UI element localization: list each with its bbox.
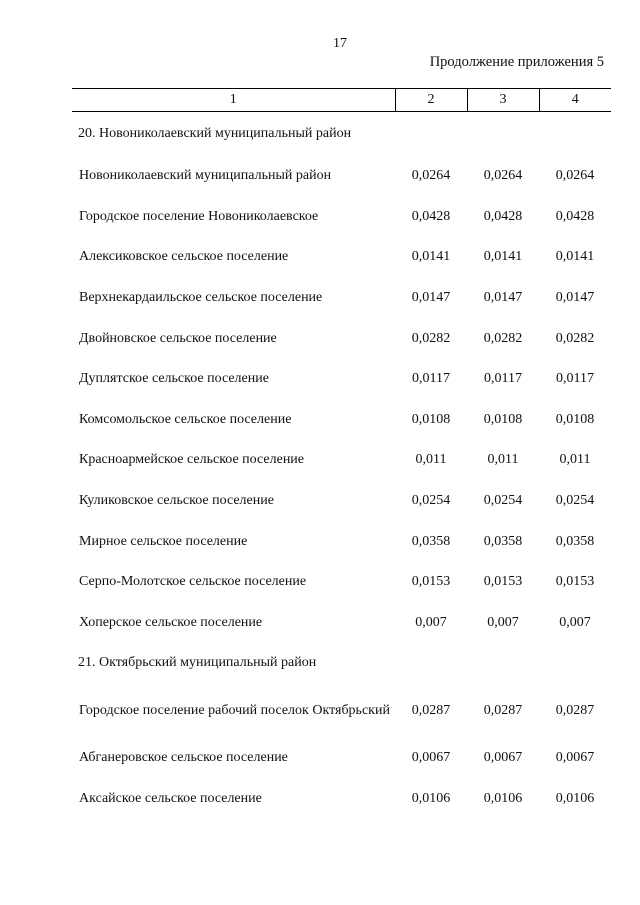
- row-name: Хоперское сельское поселение: [79, 614, 263, 630]
- row-value-4: 0,0254: [555, 493, 595, 509]
- row-value-3: 0,011: [487, 452, 519, 468]
- row-value-2: 0,0067: [411, 750, 451, 766]
- row-value-3: 0,0358: [483, 533, 523, 549]
- column-header: 4: [539, 89, 611, 112]
- row-value-4: 0,0117: [556, 371, 594, 387]
- row-value-4: 0,0147: [555, 290, 595, 306]
- table-row: [72, 562, 611, 603]
- row-value-2: 0,0358: [411, 533, 451, 549]
- table-row: [72, 481, 611, 522]
- table-row: [72, 684, 611, 738]
- row-value-4: 0,007: [559, 614, 591, 630]
- table-row: [72, 440, 611, 481]
- table-row: [72, 603, 611, 644]
- row-name: Серпо-Молотское сельское поселение: [79, 574, 307, 590]
- row-value-3: 0,0264: [483, 168, 523, 184]
- row-name: Дуплятское сельское поселение: [79, 371, 269, 387]
- data-table: [72, 88, 611, 819]
- row-value-3: 0,0254: [483, 493, 523, 509]
- row-name: Красноармейское сельское поселение: [79, 452, 305, 468]
- row-name: Двойновское сельское поселение: [79, 330, 277, 346]
- row-name: Куликовское сельское поселение: [79, 493, 274, 509]
- section-row: [72, 643, 611, 684]
- row-value-3: 0,0117: [484, 371, 522, 387]
- row-name: Аксайское сельское поселение: [79, 790, 262, 806]
- row-value-3: 0,007: [487, 614, 519, 630]
- row-value-2: 0,0264: [411, 168, 451, 184]
- row-value-3: 0,0147: [483, 290, 523, 306]
- table-row: [72, 359, 611, 400]
- column-header: 3: [467, 89, 539, 112]
- table-row: [72, 318, 611, 359]
- row-name: Мирное сельское поселение: [79, 533, 248, 549]
- row-value-2: 0,0428: [411, 208, 451, 224]
- row-value-2: 0,0117: [412, 371, 450, 387]
- row-value-3: 0,0141: [483, 249, 523, 265]
- row-value-3: 0,0428: [483, 208, 523, 224]
- section-title: 20. Новониколаевский муниципальный район: [78, 126, 352, 141]
- table-row: [72, 278, 611, 319]
- row-value-3: 0,0108: [483, 411, 523, 427]
- row-value-4: 0,0108: [555, 411, 595, 427]
- row-name: Алексиковское сельское поселение: [79, 249, 289, 265]
- page-number: 17: [333, 36, 347, 51]
- row-value-2: 0,0108: [411, 411, 451, 427]
- row-value-4: 0,0264: [555, 168, 595, 184]
- table-row: [72, 237, 611, 278]
- section-title: 21. Октябрьский муниципальный район: [78, 655, 317, 671]
- continuation-caption: Продолжение приложения 5: [429, 54, 604, 70]
- row-name: Городское поселение рабочий поселок Октябрьский: [79, 702, 390, 718]
- table-row: [72, 400, 611, 441]
- row-value-2: 0,0282: [411, 330, 451, 346]
- row-name: Новониколаевский муниципальный район: [79, 168, 332, 184]
- column-header: 2: [395, 89, 467, 112]
- row-name: Комсомольское сельское поселение: [79, 411, 292, 427]
- row-name: Абганеровское сельское поселение: [79, 750, 288, 766]
- row-value-2: 0,0147: [411, 290, 451, 306]
- row-value-4: 0,0067: [555, 750, 595, 766]
- table-row: [72, 156, 611, 197]
- row-value-2: 0,007: [415, 614, 447, 630]
- row-value-4: 0,0287: [555, 702, 595, 718]
- row-value-4: 0,0282: [555, 330, 595, 346]
- row-value-3: 0,0153: [483, 574, 523, 590]
- table-header-row: [72, 89, 611, 112]
- row-value-2: 0,0153: [411, 574, 451, 590]
- row-value-4: 0,0358: [555, 533, 595, 549]
- row-value-3: 0,0067: [483, 750, 523, 766]
- row-value-4: 0,0106: [555, 790, 595, 806]
- row-value-4: 0,0428: [555, 208, 595, 224]
- row-value-2: 0,0287: [411, 702, 451, 718]
- row-name: Городское поселение Новониколаевское: [79, 208, 319, 224]
- row-name: Верхнекардаильское сельское поселение: [79, 290, 323, 306]
- row-value-3: 0,0106: [483, 790, 523, 806]
- row-value-4: 0,011: [559, 452, 591, 468]
- table-row: [72, 197, 611, 238]
- table-row: [72, 738, 611, 779]
- row-value-2: 0,011: [415, 452, 447, 468]
- row-value-2: 0,0141: [411, 249, 451, 265]
- table-row: [72, 521, 611, 562]
- row-value-4: 0,0141: [555, 249, 595, 265]
- table-row: [72, 778, 611, 819]
- column-header: 1: [72, 89, 395, 112]
- row-value-2: 0,0254: [411, 493, 451, 509]
- row-value-4: 0,0153: [555, 574, 595, 590]
- row-value-3: 0,0287: [483, 702, 523, 718]
- section-row: [72, 112, 611, 157]
- row-value-2: 0,0106: [411, 790, 451, 806]
- row-value-3: 0,0282: [483, 330, 523, 346]
